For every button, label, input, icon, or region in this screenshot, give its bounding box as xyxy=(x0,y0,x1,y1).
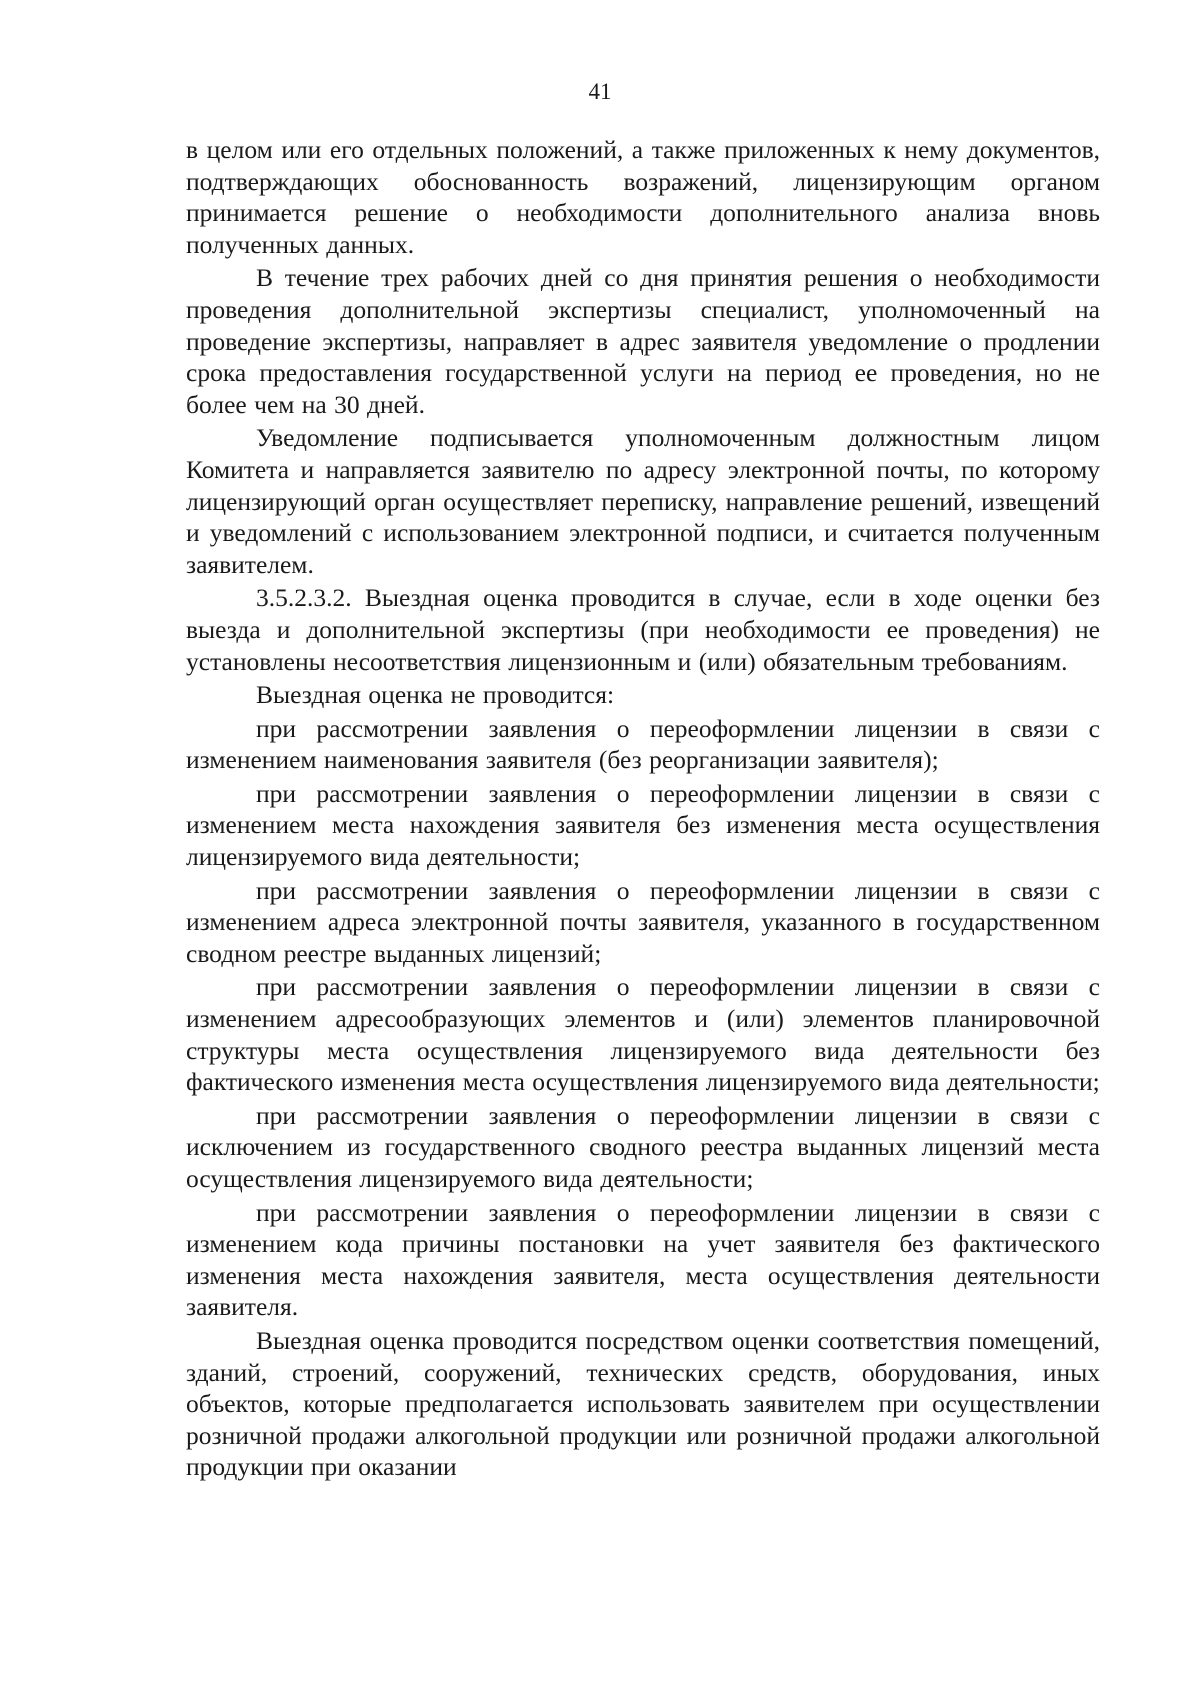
paragraph-section-3-5-2-3-2: 3.5.2.3.2. Выездная оценка проводится в случае, если в ходе оценки без выезда и дополнительной экспертизы (при необходимости ее проведения) не установлены несоответствия лицензионным и (или) обязательным требованиям. xyxy=(186,583,1100,676)
paragraph-additional-expertise-notice: В течение трех рабочих дней со дня принятия решения о необходимости проведения дополнительной экспертизы специалист, уполномоченный на проведение экспертизы, направляет в адрес заявителя уведомление о продлении срока предоставления государственной услуги на период ее проведения, но не более чем на 30 дней. xyxy=(186,263,1100,419)
list-item-email-change: при рассмотрении заявления о переоформлении лицензии в связи с изменением адреса электронной почты заявителя, указанного в государственном сводном реестре выданных лицензий; xyxy=(186,875,1100,968)
paragraph-onsite-assessment-method: Выездная оценка проводится посредством оценки соответствия помещений, зданий, строений, сооружений, технических средств, оборудования, иных объектов, которые предполагается использовать заявителем при осуществлении розничной продажи алкогольной продукции или розничной продажи алкогольной продукции при оказании xyxy=(186,1325,1100,1482)
document-body xyxy=(186,134,1100,1485)
paragraph-notice-signing: Уведомление подписывается уполномоченным должностным лицом Комитета и направляется заявителю по адресу электронной почты, по которому лицензирующий орган осуществляет переписку, направление решений, извещений и уведомлений с использованием электронной подписи, и считается полученным заявителем. xyxy=(186,423,1100,579)
paragraph-onsite-not-conducted: Выездная оценка не проводится: xyxy=(256,680,615,710)
list-item-address-elements-change: при рассмотрении заявления о переоформлении лицензии в связи с изменением адресообразующих элементов и (или) элементов планировочной структуры места осуществления лицензируемого вида деятельности без фактического изменения места осуществления лицензируемого вида деятельности; xyxy=(186,972,1100,1097)
list-item-location-change: при рассмотрении заявления о переоформлении лицензии в связи с изменением места нахождения заявителя без изменения места осуществления лицензируемого вида деятельности; xyxy=(186,778,1100,872)
list-item-registry-exclusion: при рассмотрении заявления о переоформлении лицензии в связи с исключением из государственного сводного реестра выданных лицензий места осуществления лицензируемого вида деятельности; xyxy=(186,1100,1100,1193)
list-item-name-change: при рассмотрении заявления о переоформлении лицензии в связи с изменением наименования заявителя (без реорганизации заявителя); xyxy=(186,713,1100,775)
page-number: 41 xyxy=(588,79,612,104)
list-item-kpp-change: при рассмотрении заявления о переоформлении лицензии в связи с изменением кода причины постановки на учет заявителя без фактического изменения места нахождения заявителя, места осуществления деятельности заявителя. xyxy=(186,1197,1100,1322)
paragraph-continuation: в целом или его отдельных положений, а также приложенных к нему документов, подтверждающих обоснованность возражений, лицензирующим органом принимается решение о необходимости дополнительного анализа вновь полученных данных. xyxy=(186,135,1100,259)
